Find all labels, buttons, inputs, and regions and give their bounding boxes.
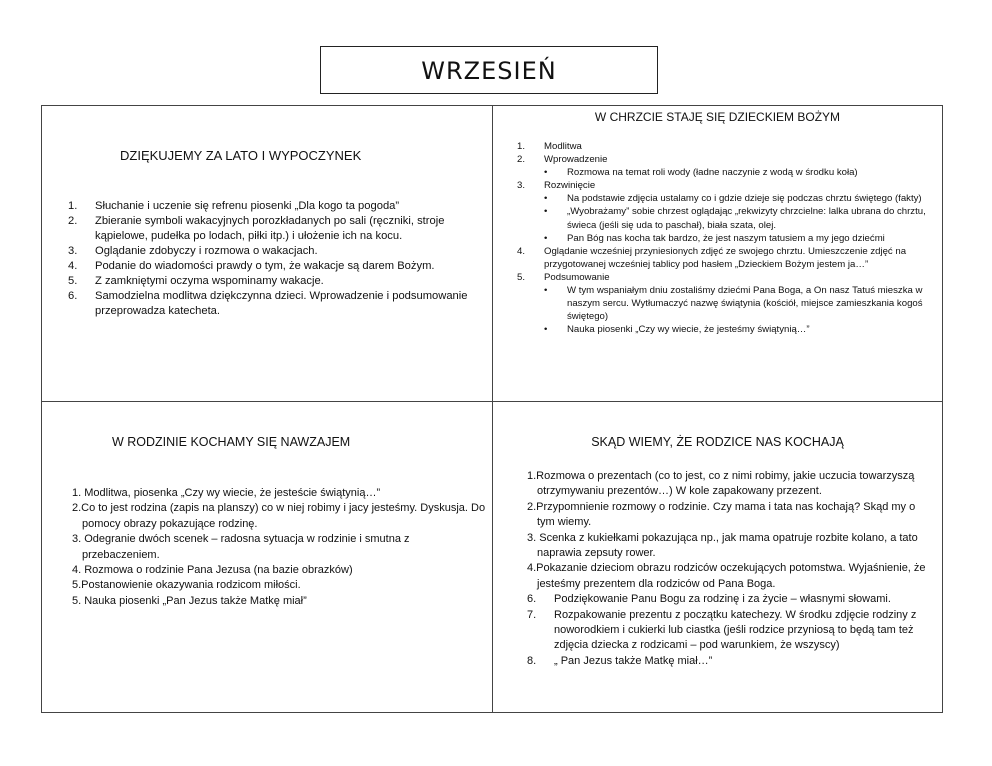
item-text: Podsumowanie <box>544 271 610 283</box>
list-item <box>68 274 486 289</box>
bullet-icon: • <box>544 324 548 336</box>
item-number: 1. <box>68 200 78 212</box>
item-number: 8. <box>527 654 537 667</box>
sub-list-item <box>517 232 933 245</box>
list-item <box>517 245 933 271</box>
list-item: 3. Scenka z kukiełkami pokazująca np., jak mama opatruje rozbite kolano, a tato naprawia zepsuty rower. <box>527 531 918 560</box>
item-text: Z zamkniętymi oczyma wspominamy wakacje. <box>95 275 324 287</box>
list-item <box>68 244 486 259</box>
list-item <box>68 214 486 244</box>
lesson-cell-summer <box>42 106 492 401</box>
list-item <box>527 654 935 669</box>
item-text: „ Pan Jezus także Matkę miał…” <box>554 654 713 667</box>
item-text: Pan Bóg nas kocha tak bardzo, że jest naszym tatusiem a my jego dziećmi <box>567 232 885 244</box>
sub-list-item <box>517 323 933 336</box>
item-text: Podziękowanie Panu Bogu za rodzinę i za życie – własnymi słowami. <box>554 593 891 606</box>
list-item: 2.Przypomnienie rozmowy o rodzinie. Czy mama i tata nas kochają? Skąd my o tym wiemy. <box>527 500 916 529</box>
item-text: Rozpakowanie prezentu z początku katechezy. W środku zdjęcie rodziny z noworodkiem i cukierki lub ciastka (jeśli rodzice przyniosą to będą tam też zdjęcia dziecka z rodzicami – pod warunkiem, że wszyscy) <box>554 608 917 652</box>
bullet-icon: • <box>544 167 548 179</box>
bullet-icon: • <box>544 285 548 297</box>
item-number: 3. <box>517 180 526 192</box>
item-text: „Wyobrażamy” sobie chrzest oglądając „rekwizyty chrzcielne: lalka ubrana do chrztu, świeca (jeśli się uda to paschał), biała szata, olej. <box>567 206 926 231</box>
item-text: Zbieranie symboli wakacyjnych porozkładanych po sali (ręczniki, stroje kąpielowe, pudełka po lodach, piłki itp.) i ułożenie ich na kocu. <box>95 215 445 242</box>
item-text: Na podstawie zdjęcia ustalamy co i gdzie dzieje się podczas chrztu świętego (fakty) <box>567 193 922 205</box>
list-item <box>517 140 933 153</box>
list-item <box>517 179 933 192</box>
page-title: WRZESIEŃ <box>421 57 557 85</box>
item-number: 5. <box>517 271 526 283</box>
lesson-cell-family <box>42 402 492 712</box>
item-number: 7. <box>527 608 537 621</box>
list-item <box>527 592 935 607</box>
item-text: Modlitwa <box>544 141 582 152</box>
list-item <box>527 608 935 654</box>
lesson-steps <box>68 199 486 319</box>
sub-list-item <box>517 205 933 231</box>
list-item <box>517 271 933 284</box>
list-item: 1. Modlitwa, piosenka „Czy wy wiecie, że jesteście świątynią…” <box>72 487 381 499</box>
list-item <box>68 289 486 319</box>
item-text: Słuchanie i uczenie się refrenu piosenki „Dla kogo ta pogoda” <box>95 200 400 212</box>
item-number: 5. <box>68 275 78 287</box>
list-item: 5. Nauka piosenki „Pan Jezus także Matkę miał” <box>72 594 307 607</box>
item-number: 4. <box>517 245 526 257</box>
item-text: Samodzielna modlitwa dziękczynna dzieci. Wprowadzenie i podsumowanie przeprowadza katecheta. <box>95 290 468 317</box>
list-item: 3. Odegranie dwóch scenek – radosna sytuacja w rodzinie i smutna z przebaczeniem. <box>72 533 410 561</box>
lesson-cell-parents-love <box>493 402 942 712</box>
list-item <box>517 153 933 166</box>
bullet-icon: • <box>544 206 548 218</box>
item-number: 4. <box>68 260 78 272</box>
bullet-icon: • <box>544 193 548 205</box>
sub-list-item <box>517 192 933 205</box>
bullet-icon: • <box>544 232 548 244</box>
list-item <box>68 199 486 214</box>
lesson-steps <box>527 469 935 669</box>
lesson-heading: SKĄD WIEMY, ŻE RODZICE NAS KOCHAJĄ <box>591 435 844 449</box>
item-text: Wprowadzenie <box>544 154 608 166</box>
list-item: 2.Co to jest rodzina (zapis na planszy) co w niej robimy i jacy jesteśmy. Dyskusja. Do pomocy obrazy pokazujące rodzinę. <box>72 502 486 530</box>
item-text: W tym wspaniałym dniu zostaliśmy dziećmi Pana Boga, a On nasz Tatuś mieszka w naszym sercu. Wytłumaczyć nazwę świątynia (kościół, miejsce zamieszkania kogoś świętego) <box>567 285 923 323</box>
lesson-heading: DZIĘKUJEMY ZA LATO I WYPOCZYNEK <box>120 148 362 163</box>
item-number: 3. <box>68 245 78 257</box>
item-text: Rozmowa na temat roli wody (ładne naczynie z wodą w środku koła) <box>567 167 858 179</box>
list-item <box>68 259 486 274</box>
list-item: 5.Postanowienie okazywania rodzicom miłości. <box>72 579 301 592</box>
item-text: Nauka piosenki „Czy wy wiecie, że jesteśmy świątynią…” <box>567 324 810 336</box>
item-text: Podanie do wiadomości prawdy o tym, że wakacje są darem Bożym. <box>95 260 435 272</box>
item-number: 1. <box>517 141 526 152</box>
item-number: 2. <box>68 215 78 227</box>
title-box <box>320 46 658 94</box>
lesson-heading: W CHRZCIE STAJĘ SIĘ DZIECKIEM BOŻYM <box>594 110 841 124</box>
lesson-cell-baptism <box>493 106 942 401</box>
item-number: 6. <box>527 593 537 606</box>
item-number: 2. <box>517 154 526 166</box>
item-text: Oglądanie wcześniej przyniesionych zdjęć ze swojego chrztu. Umieszczenie zdjęć na przygotowanej wcześniej tablicy pod hasłem „Dzieckiem Bożym jestem ja…” <box>544 245 907 270</box>
list-item: 4. Rozmowa o rodzinie Pana Jezusa (na bazie obrazków) <box>72 564 353 577</box>
list-item: 1.Rozmowa o prezentach (co to jest, co z nimi robimy, jakie uczucia towarzyszą otrzymywaniu prezentów…) W kole zapakowany przezent. <box>527 470 915 498</box>
list-item: 4.Pokazanie dzieciom obrazu rodziców oczekujących potomstwa. Wyjaśnienie, że jesteśmy prezentem dla rodziców od Pana Boga. <box>527 562 926 590</box>
lesson-heading: W RODZINIE KOCHAMY SIĘ NAWZAJEM <box>112 435 351 449</box>
item-number: 6. <box>68 290 78 302</box>
lesson-steps <box>72 486 486 609</box>
sub-list-item <box>517 166 933 179</box>
sub-list-item <box>517 284 933 323</box>
item-text: Oglądanie zdobyczy i rozmowa o wakacjach. <box>95 245 318 257</box>
item-text: Rozwinięcie <box>544 180 596 192</box>
lesson-steps <box>517 140 933 336</box>
